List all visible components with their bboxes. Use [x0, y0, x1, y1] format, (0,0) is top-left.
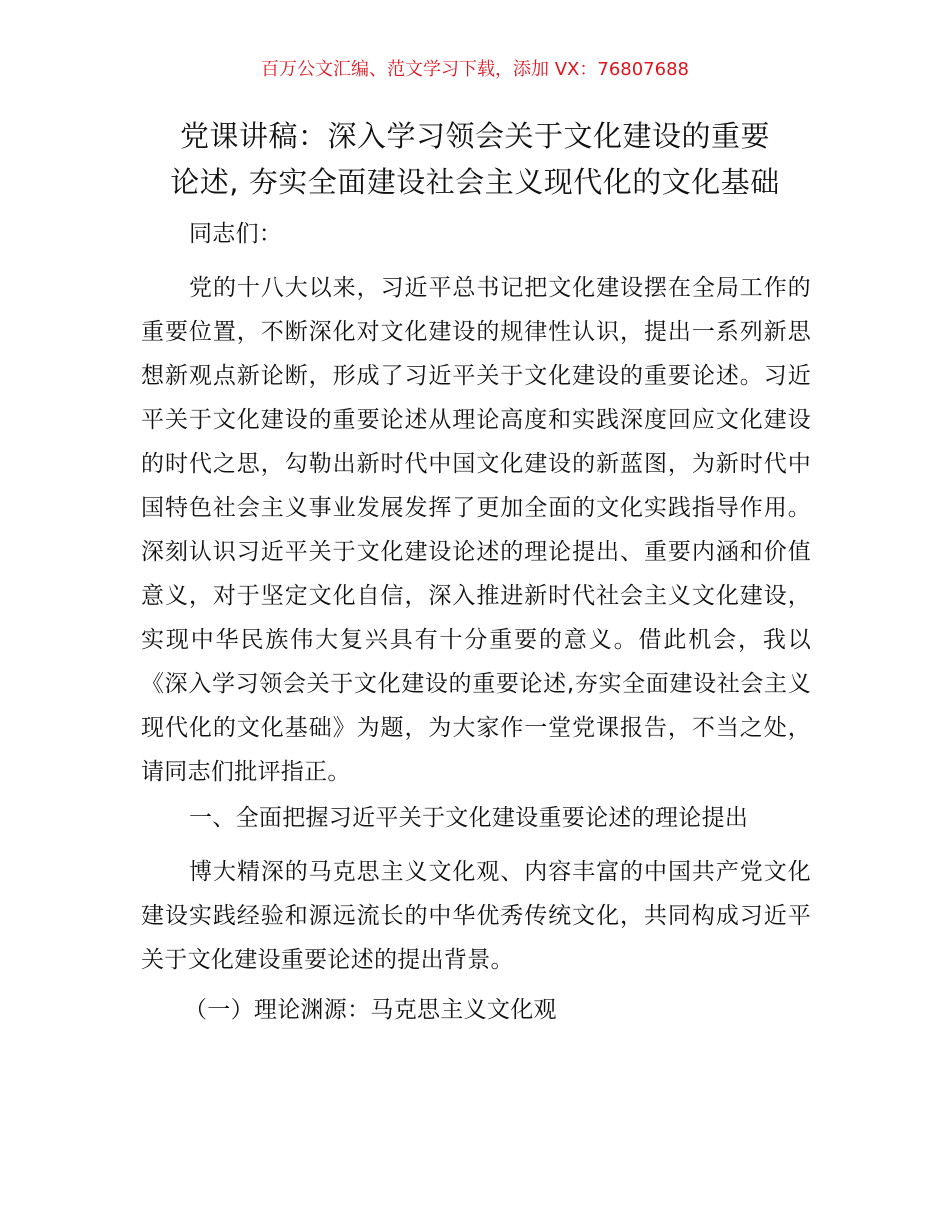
subsection-1-heading: （一）理论渊源：马克思主义文化观 — [184, 997, 557, 1023]
title-line-2: 论述, 夯实全面建设社会主义现代化的文化基础 — [170, 165, 780, 199]
watermark-banner: 百万公文汇编、范文学习下载，添加 VX：76807688 — [261, 59, 689, 80]
section-1-heading: 一、全面把握习近平关于文化建设重要论述的理论提出 — [189, 805, 749, 831]
section-1-paragraph: 博大精深的马克思主义文化观、内容丰富的中国共产党文化建设实践经验和源远流长的中华优秀传统文化，共同构成习近平关于文化建设重要论述的提出背景。 — [141, 859, 811, 973]
greeting: 同志们： — [189, 221, 283, 247]
title-line-1: 党课讲稿：深入学习领会关于文化建设的重要 — [179, 119, 770, 153]
intro-paragraph: 党的十八大以来，习近平总书记把文化建设摆在全局工作的重要位置，不断深化对文化建设的规律性认识，提出一系列新思想新观点新论断，形成了习近平关于文化建设的重要论述。习近平关于文化建设的重要论述从理论高度和实践深度回应文化建设的时代之思，勾勒出新时代中国文化建设的新蓝图，为新时代中国特色社会主义事业发展发挥了更加全面的文化实践指导作用。深刻认识习近平关于文化建设论述的理论提出、重要内涵和价值意义，对于坚定文化自信，深入推进新时代社会主义文化建设，实现中华民族伟大复兴具有十分重要的意义。借此机会，我以《深入学习领会关于文化建设的重要论述,夯实全面建设社会主义现代化的文化基础》为题，为大家作一堂党课报告，不当之处，请同志们批评指正。 — [141, 275, 811, 785]
document-title — [130, 113, 820, 205]
